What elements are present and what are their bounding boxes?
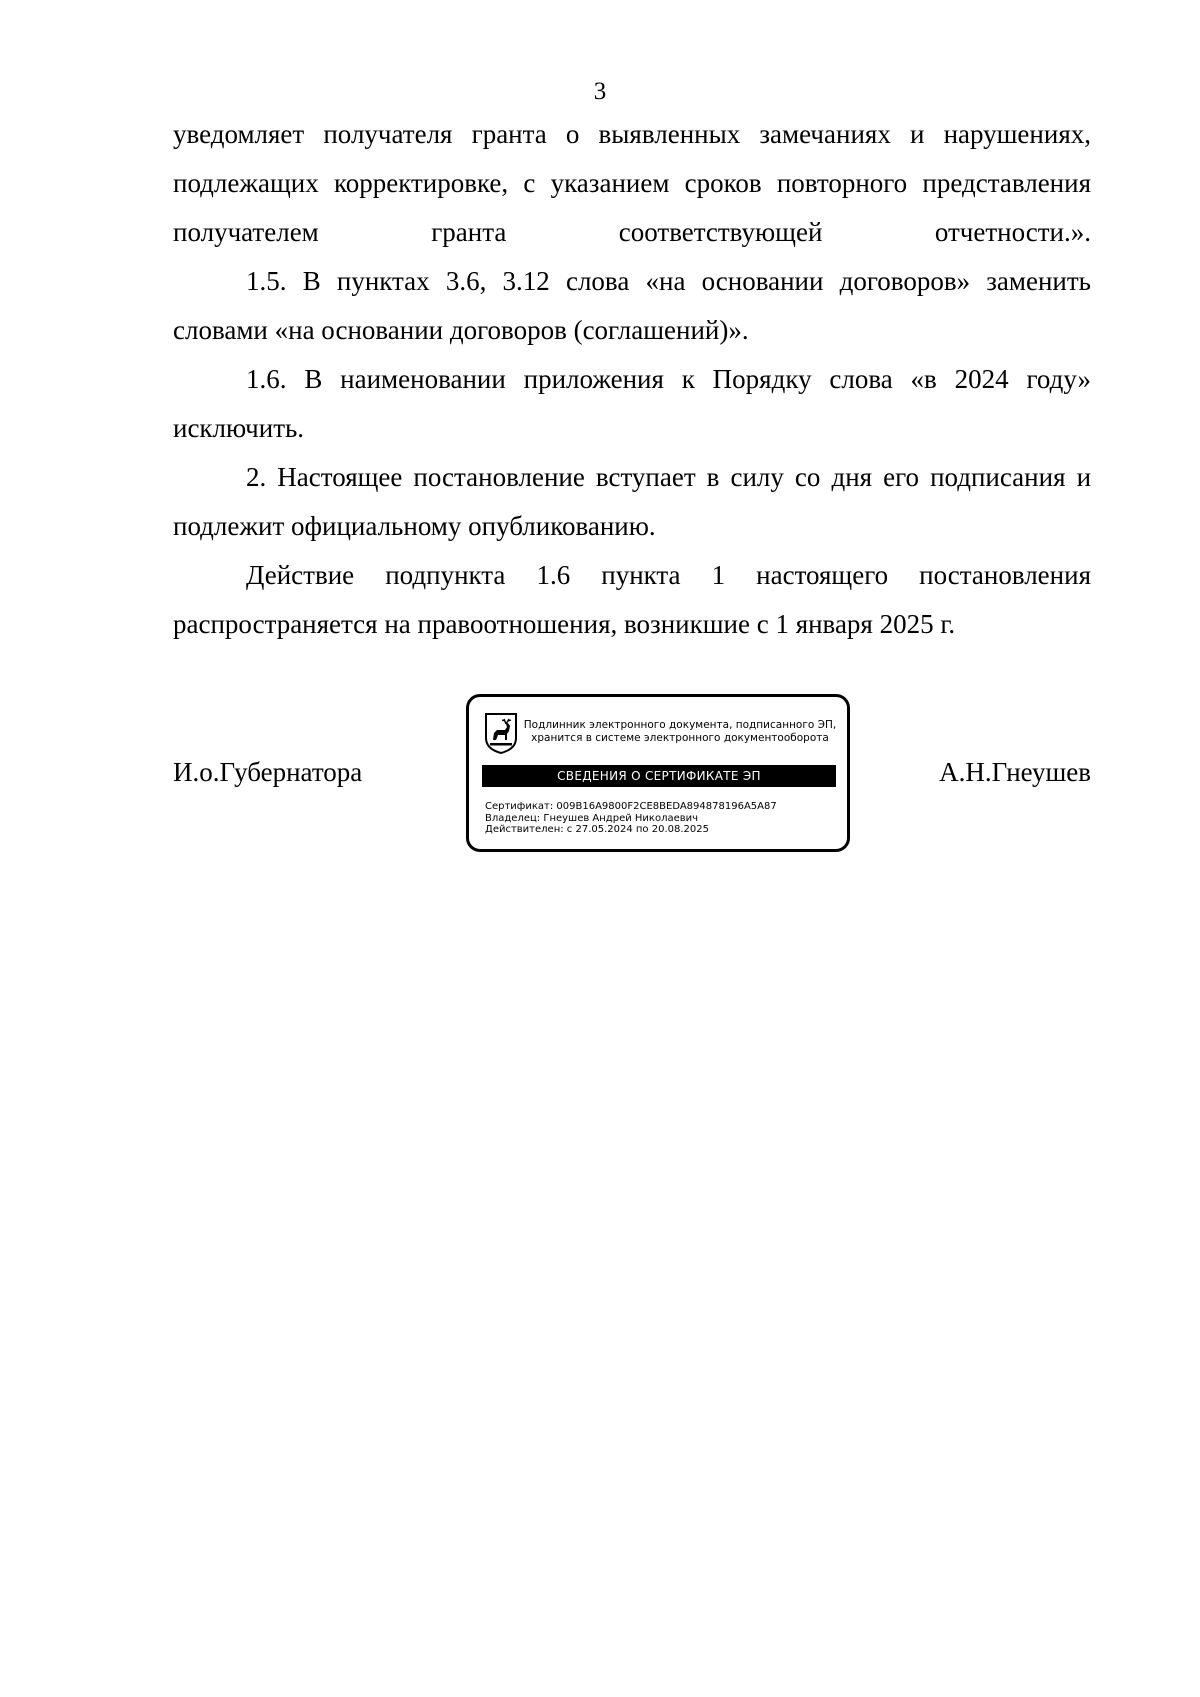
signatory-position: И.о.Губернатора xyxy=(173,757,363,787)
stamp-header xyxy=(519,719,841,745)
paragraph-effect xyxy=(173,551,1091,649)
text-line: 1.5. В пунктах 3.6, 3.12 слова «на основании договоров» заменить xyxy=(246,266,1091,296)
paragraph-1-5 xyxy=(173,257,1091,355)
text-line: словами «на основании договоров (соглашений)». xyxy=(173,315,749,345)
paragraph-2 xyxy=(173,453,1091,551)
text-line: 2. Настоящее постановление вступает в силу со дня его подписания xyxy=(246,462,1066,492)
electronic-signature-stamp xyxy=(466,694,850,852)
stamp-title: СВЕДЕНИЯ О СЕРТИФИКАТЕ ЭП xyxy=(482,765,836,787)
text-line: подлежащих корректировке, с указанием сроков повторного представления xyxy=(173,168,1091,198)
signatory-name: А.Н.Гнеушев xyxy=(939,757,1091,787)
paragraph-1-6 xyxy=(173,355,1091,453)
paragraph-continuation xyxy=(173,110,1091,257)
text-line: распространяется на правоотношения, возникшие с 1 января 2025 г. xyxy=(173,609,956,639)
text-line: получателем гранта соответствующей отчетности.». xyxy=(173,217,1091,247)
certificate-owner: Владелец: Гнеушев Андрей Николаевич xyxy=(485,812,699,824)
text-line: Действие подпункта 1.6 пункта 1 настоящего постановления xyxy=(246,560,1091,590)
document-body xyxy=(173,110,1091,649)
certificate-details xyxy=(485,801,841,836)
certificate-number: Сертификат: 009B16A9800F2CE8BEDA894878196A5A87 xyxy=(485,801,777,812)
text-line: 1.6. В наименовании приложения к Порядку слова «в 2024 году» xyxy=(246,364,1091,394)
text-line: уведомляет получателя гранта о выявленных замечаниях и нарушениях, xyxy=(173,119,1091,149)
certificate-validity: Действителен: с 27.05.2024 по 20.08.2025 xyxy=(485,824,709,835)
text-line: исключить. xyxy=(173,413,305,443)
stamp-header-line: Подлинник электронного документа, подписанного ЭП, xyxy=(523,719,837,731)
page-number: 3 xyxy=(593,78,607,105)
deer-coat-of-arms-icon xyxy=(484,712,518,754)
text-line: и подлежит официальному опубликованию. xyxy=(173,462,1092,541)
stamp-header-line: хранится в системе электронного документооборота xyxy=(531,732,829,744)
